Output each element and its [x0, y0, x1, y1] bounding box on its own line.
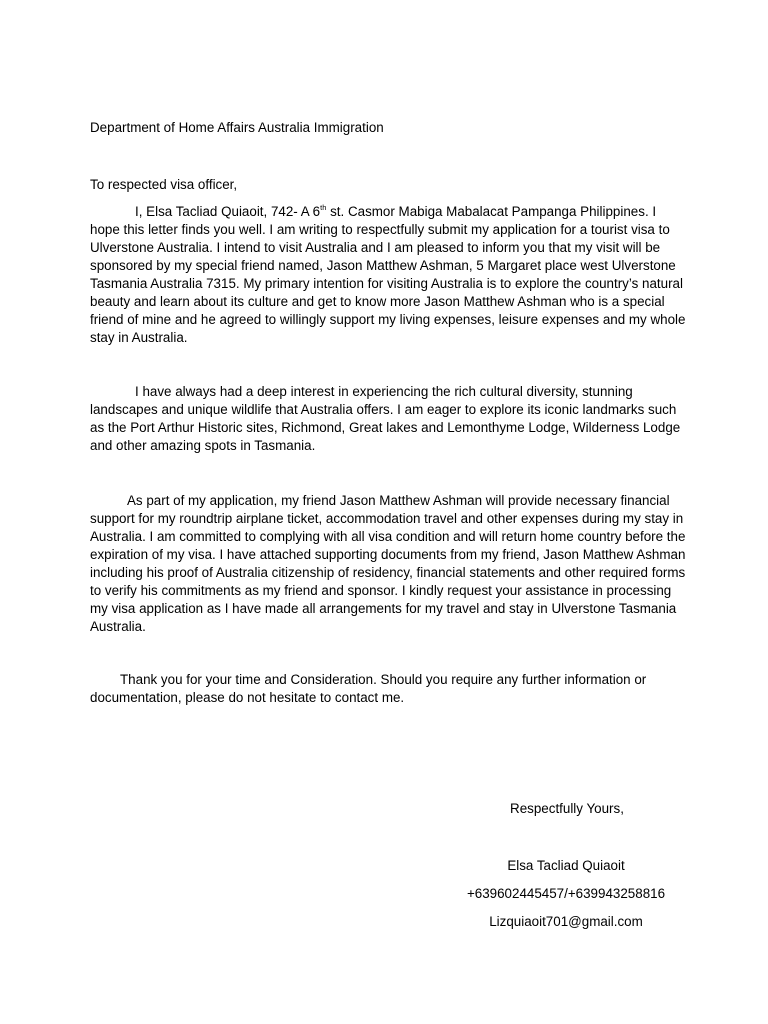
paragraph-intro: [90, 203, 688, 347]
closing-line: Respectfully Yours,: [510, 801, 624, 816]
paragraph-sponsorship: As part of my application, my friend Jason Matthew Ashman will provide necessary financial support for my roundtrip airplane ticket, accommodation travel and other expenses during my stay in Australia. I am committed to complying with all visa condition and will return home country before the expiration of my visa. I have attached supporting documents from my friend, Jason Matthew Ashman including his proof of Australia citizenship of residency, financial statements and other required forms to verify his commitments as my friend and sponsor. I kindly request your assistance in processing my visa application as I have made all arrangements for my travel and stay in Ulverstone Tasmania Australia.: [90, 493, 686, 634]
paragraph-intro-rest: st. Casmor Mabiga Mabalacat Pampanga Philippines. I hope this letter finds you well. I am writing to respectfully submit my application for a tourist visa to Ulverstone Australia. I intend to visit Australia and I am pleased to inform you that my visit will be sponsored by my special friend named, Jason Matthew Ashman, 5 Margaret place west Ulverstone Tasmania Australia 7315. My primary intention for visiting Australia is to explore the country’s natural beauty and learn about its culture and get to know more Jason Matthew Ashman who is a special friend of mine and he agreed to willingly support my living expenses, leisure expenses and my whole stay in Australia.: [90, 204, 686, 345]
paragraph-thanks: Thank you for your time and Consideration. Should you require any further information or documentation, please do not hesitate to contact me.: [90, 672, 647, 705]
paragraph-intro-start: I, Elsa Tacliad Quiaoit, 742- A 6: [135, 204, 321, 219]
signature-phone: +639602445457/+639943258816: [466, 886, 666, 901]
signature-email: Lizquiaoit701@gmail.com: [489, 914, 643, 929]
department-heading: Department of Home Affairs Australia Immigration: [90, 120, 384, 135]
paragraph-interest: I have always had a deep interest in experiencing the rich cultural diversity, stunning landscapes and unique wildlife that Australia offers. I am eager to explore its iconic landmarks such as the Port Arthur Historic sites, Richmond, Great lakes and Lemonthyme Lodge, Wilderness Lodge and other amazing spots in Tasmania.: [90, 384, 681, 453]
salutation: To respected visa officer,: [90, 177, 238, 192]
ordinal-suffix: th: [320, 203, 327, 212]
signature-name: Elsa Tacliad Quiaoit: [507, 858, 625, 873]
